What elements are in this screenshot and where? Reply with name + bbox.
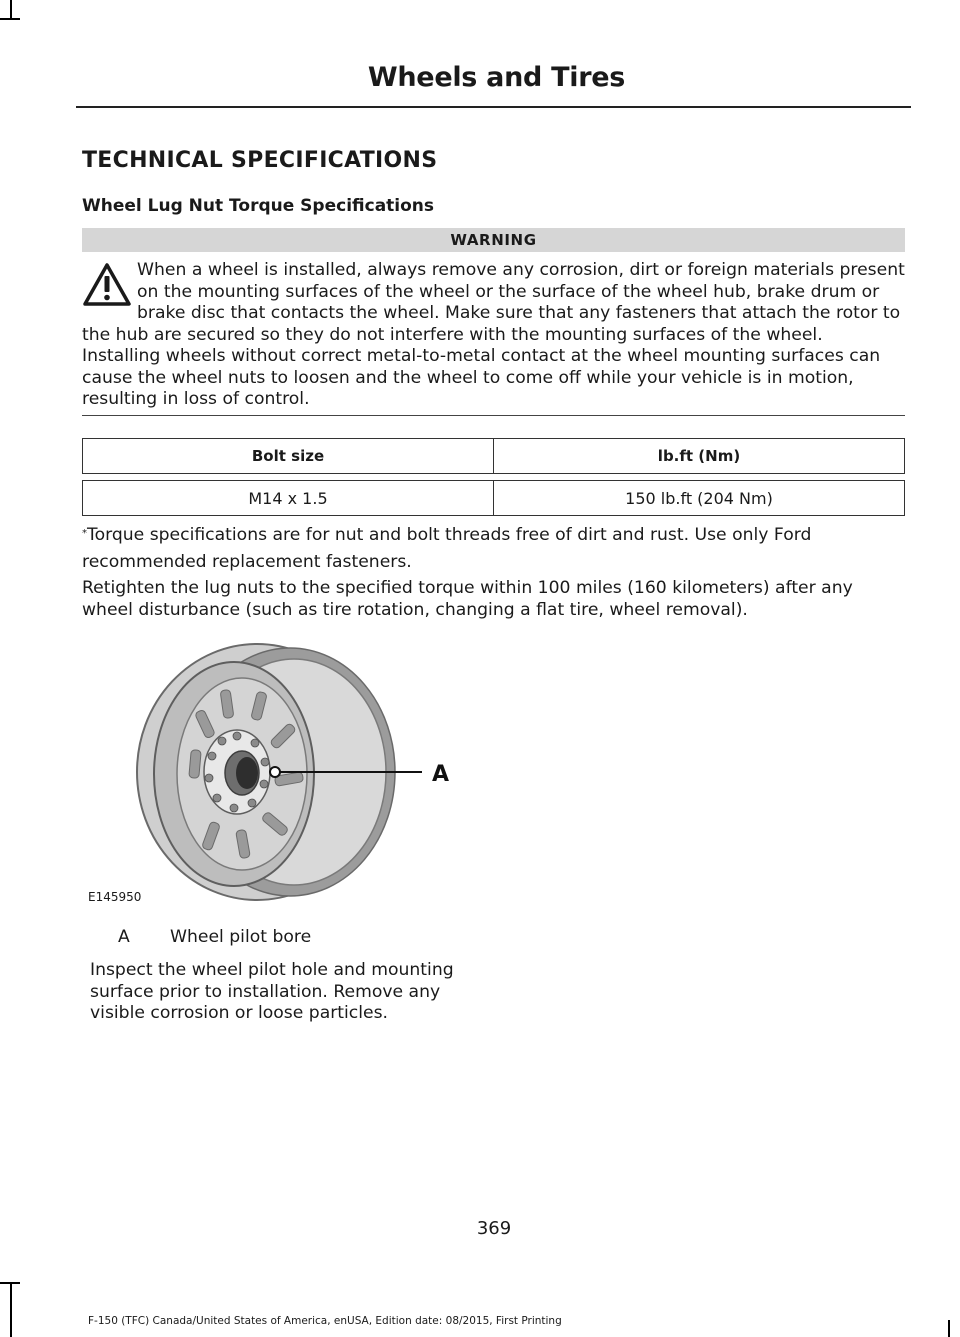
table-header-cell: lb.ft (Nm) bbox=[494, 439, 905, 474]
section-title: TECHNICAL SPECIFICATIONS bbox=[82, 148, 438, 173]
wheel-illustration bbox=[82, 640, 462, 905]
table-cell: M14 x 1.5 bbox=[83, 481, 494, 516]
footnote-text: Torque specifications are for nut and bolt threads free of dirt and rust. Use only Ford recommended replacement fasteners. bbox=[82, 525, 812, 572]
retighten-paragraph: Retighten the lug nuts to the specified torque within 100 miles (160 kilometers) after any wheel disturbance (such as tire rotation, changing a flat tire, wheel removal). bbox=[82, 578, 853, 620]
crop-mark bbox=[10, 1282, 12, 1337]
page-header-title: Wheels and Tires bbox=[367, 62, 625, 93]
warning-label: WARNING bbox=[82, 228, 905, 252]
warning-text-block bbox=[82, 260, 906, 411]
warning-text: When a wheel is installed, always remove any corrosion, dirt or foreign materials present on the mounting surfaces of the wheel or the surface of the wheel hub, brake drum or brake disc that contacts the wheel. Make sure that any fasteners that attach the rotor to the hub are secured so they do not interfere with the mounting surfaces of the wheel. Installing wheels without correct metal-to-metal contact at the wheel mounting surfaces can cause the wheel nuts to loosen and the wheel to come off while your vehicle is in motion, resulting in loss of control. bbox=[82, 260, 905, 409]
figure-callout-a: A bbox=[432, 762, 450, 787]
page-number: 369 bbox=[476, 1218, 512, 1239]
crop-mark bbox=[10, 0, 12, 20]
inspect-paragraph: Inspect the wheel pilot hole and mounting surface prior to installation. Remove any visible corrosion or loose particles. bbox=[90, 960, 454, 1023]
subsection-title: Wheel Lug Nut Torque Specifications bbox=[82, 196, 435, 216]
legend-key: A bbox=[118, 927, 130, 947]
footnote bbox=[82, 522, 908, 576]
crop-mark bbox=[948, 1320, 950, 1337]
crop-mark bbox=[0, 1282, 20, 1284]
figure-legend-item bbox=[118, 927, 311, 947]
figure-id: E145950 bbox=[88, 890, 142, 904]
warning-rule bbox=[82, 415, 905, 416]
legend-label: Wheel pilot bore bbox=[170, 927, 312, 947]
table-row bbox=[83, 481, 905, 516]
header-rule bbox=[76, 106, 911, 108]
crop-mark bbox=[0, 18, 20, 20]
torque-spec-table bbox=[82, 438, 905, 516]
table-cell: 150 lb.ft (204 Nm) bbox=[494, 481, 905, 516]
page-footer: F-150 (TFC) Canada/United States of America, enUSA, Edition date: 08/2015, First Printing bbox=[88, 1315, 562, 1327]
footnote-mark: * bbox=[82, 528, 87, 539]
icon-spacer bbox=[82, 260, 137, 324]
table-separator bbox=[83, 474, 905, 481]
table-header-row bbox=[83, 439, 905, 474]
table-header-cell: Bolt size bbox=[83, 439, 494, 474]
